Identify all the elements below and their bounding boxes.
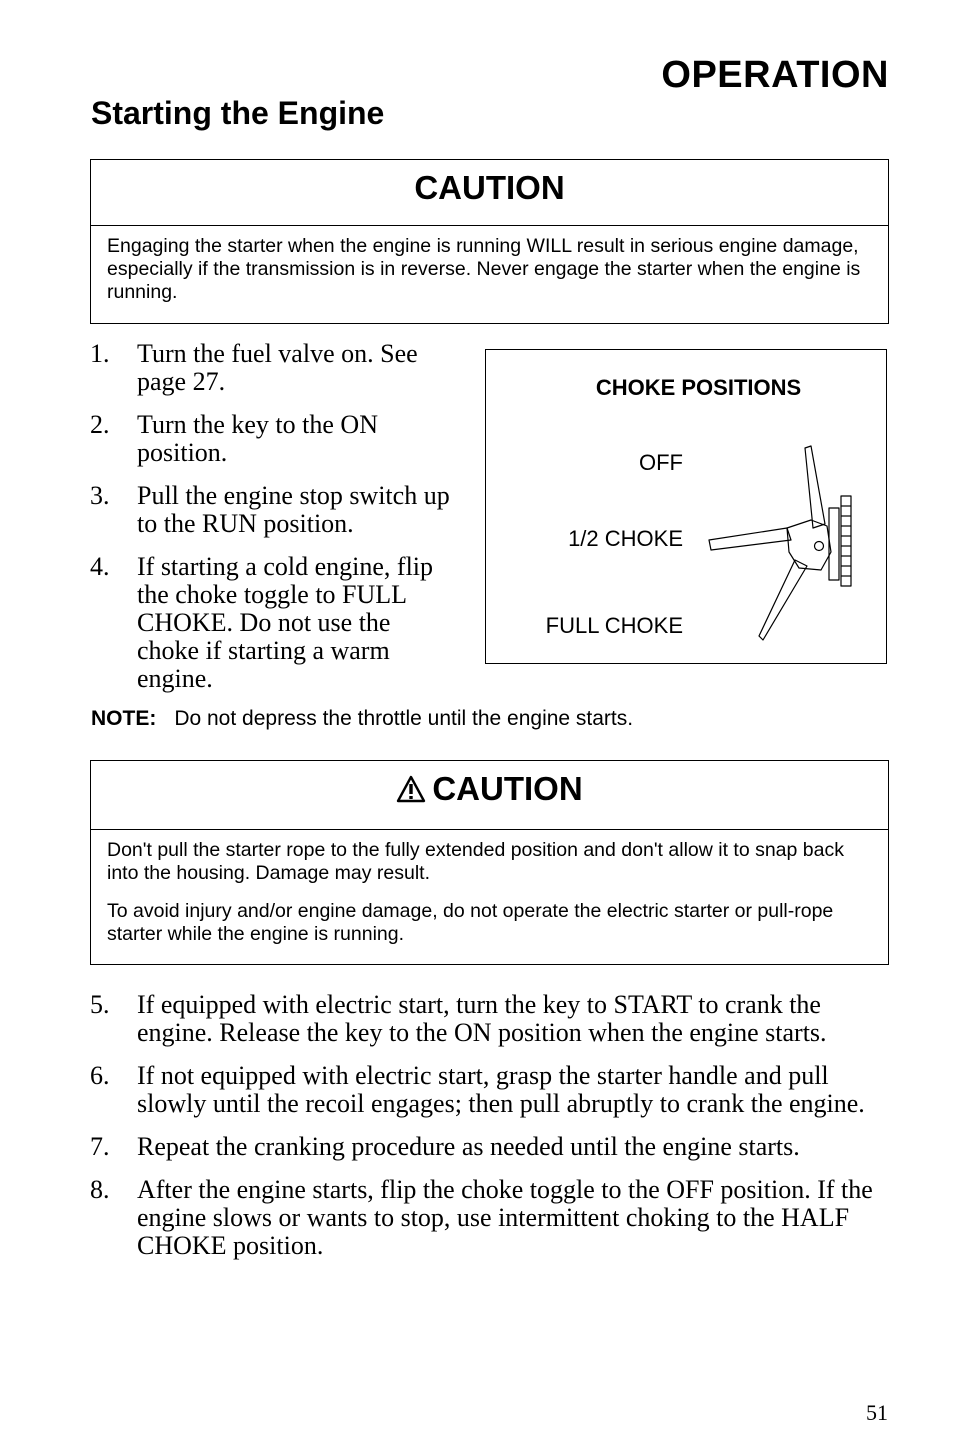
caution-box-starter-rope — [90, 760, 889, 965]
choke-positions-figure — [485, 349, 887, 664]
step-item — [90, 411, 450, 467]
step-text: Pull the engine stop switch up to the RUN position. — [137, 481, 450, 538]
caution-text: To avoid injury and/or engine damage, do not operate the electric starter or pull-rope starter while the engine is running. — [107, 900, 834, 945]
page-title: Starting the Engine — [91, 95, 385, 131]
caution-heading-row — [91, 761, 888, 830]
caution-text: Engaging the starter when the engine is running WILL result in serious engine damage, especially if the transmission is in reverse. Never engage the starter when the engine is running. — [107, 235, 861, 303]
step-item — [90, 482, 450, 538]
section-header: OPERATION — [661, 54, 889, 96]
step-text: After the engine starts, flip the choke toggle to the OFF position. If the engine slows or wants to stop, use intermittent choking to the HALF CHOKE position. — [137, 1175, 873, 1260]
step-number: 3. — [90, 481, 110, 510]
note-text: Do not depress the throttle until the engine starts. — [174, 707, 634, 730]
step-item — [90, 1176, 890, 1260]
choke-lever-off — [805, 446, 825, 528]
step-item — [90, 1062, 890, 1118]
steps-list-bottom — [90, 991, 890, 1275]
caution-body — [91, 226, 888, 314]
page-number: 51 — [866, 1400, 888, 1425]
choke-toggle-drawing — [701, 440, 866, 650]
step-number: 8. — [90, 1175, 110, 1204]
step-item — [90, 991, 890, 1047]
step-text: Repeat the cranking procedure as needed until the engine starts. — [137, 1132, 800, 1161]
caution-body — [91, 830, 888, 956]
step-item — [90, 340, 450, 396]
step-text: If not equipped with electric start, grasp the starter handle and pull slowly until the recoil engages; then pull abruptly to crank the engine. — [137, 1061, 865, 1118]
step-text: If equipped with electric start, turn the key to START to crank the engine. Release the key to the ON position when the engine starts. — [137, 990, 827, 1047]
caution-heading: CAUTION — [91, 160, 888, 226]
choke-label-full: FULL CHOKE — [545, 613, 683, 638]
choke-lever-full — [759, 560, 807, 640]
step-number: 2. — [90, 410, 110, 439]
step-number: 7. — [90, 1132, 110, 1161]
note — [91, 707, 633, 731]
step-item — [90, 1133, 890, 1161]
caution-heading: CAUTION — [432, 770, 583, 807]
caution-box-starter — [90, 159, 889, 324]
step-text: Turn the key to the ON position. — [137, 410, 378, 467]
caution-text: Don't pull the starter rope to the fully extended position and don't allow it to snap back into the housing. Damage may result. — [107, 839, 844, 884]
step-item — [90, 553, 450, 693]
step-text: If starting a cold engine, flip the choke toggle to FULL CHOKE. Do not use the choke if starting a warm engine. — [137, 552, 434, 693]
step-number: 4. — [90, 552, 110, 581]
step-number: 5. — [90, 990, 110, 1019]
steps-list-top — [90, 340, 450, 708]
step-text: Turn the fuel valve on. See page 27. — [137, 339, 418, 396]
note-label: NOTE: — [91, 707, 157, 730]
choke-lever-half — [709, 528, 791, 550]
figure-title: CHOKE POSITIONS — [595, 375, 802, 400]
step-number: 1. — [90, 339, 110, 368]
choke-label-off: OFF — [639, 450, 683, 475]
step-number: 6. — [90, 1061, 110, 1090]
choke-label-half: 1/2 CHOKE — [568, 526, 683, 551]
warning-triangle-icon — [396, 775, 426, 803]
